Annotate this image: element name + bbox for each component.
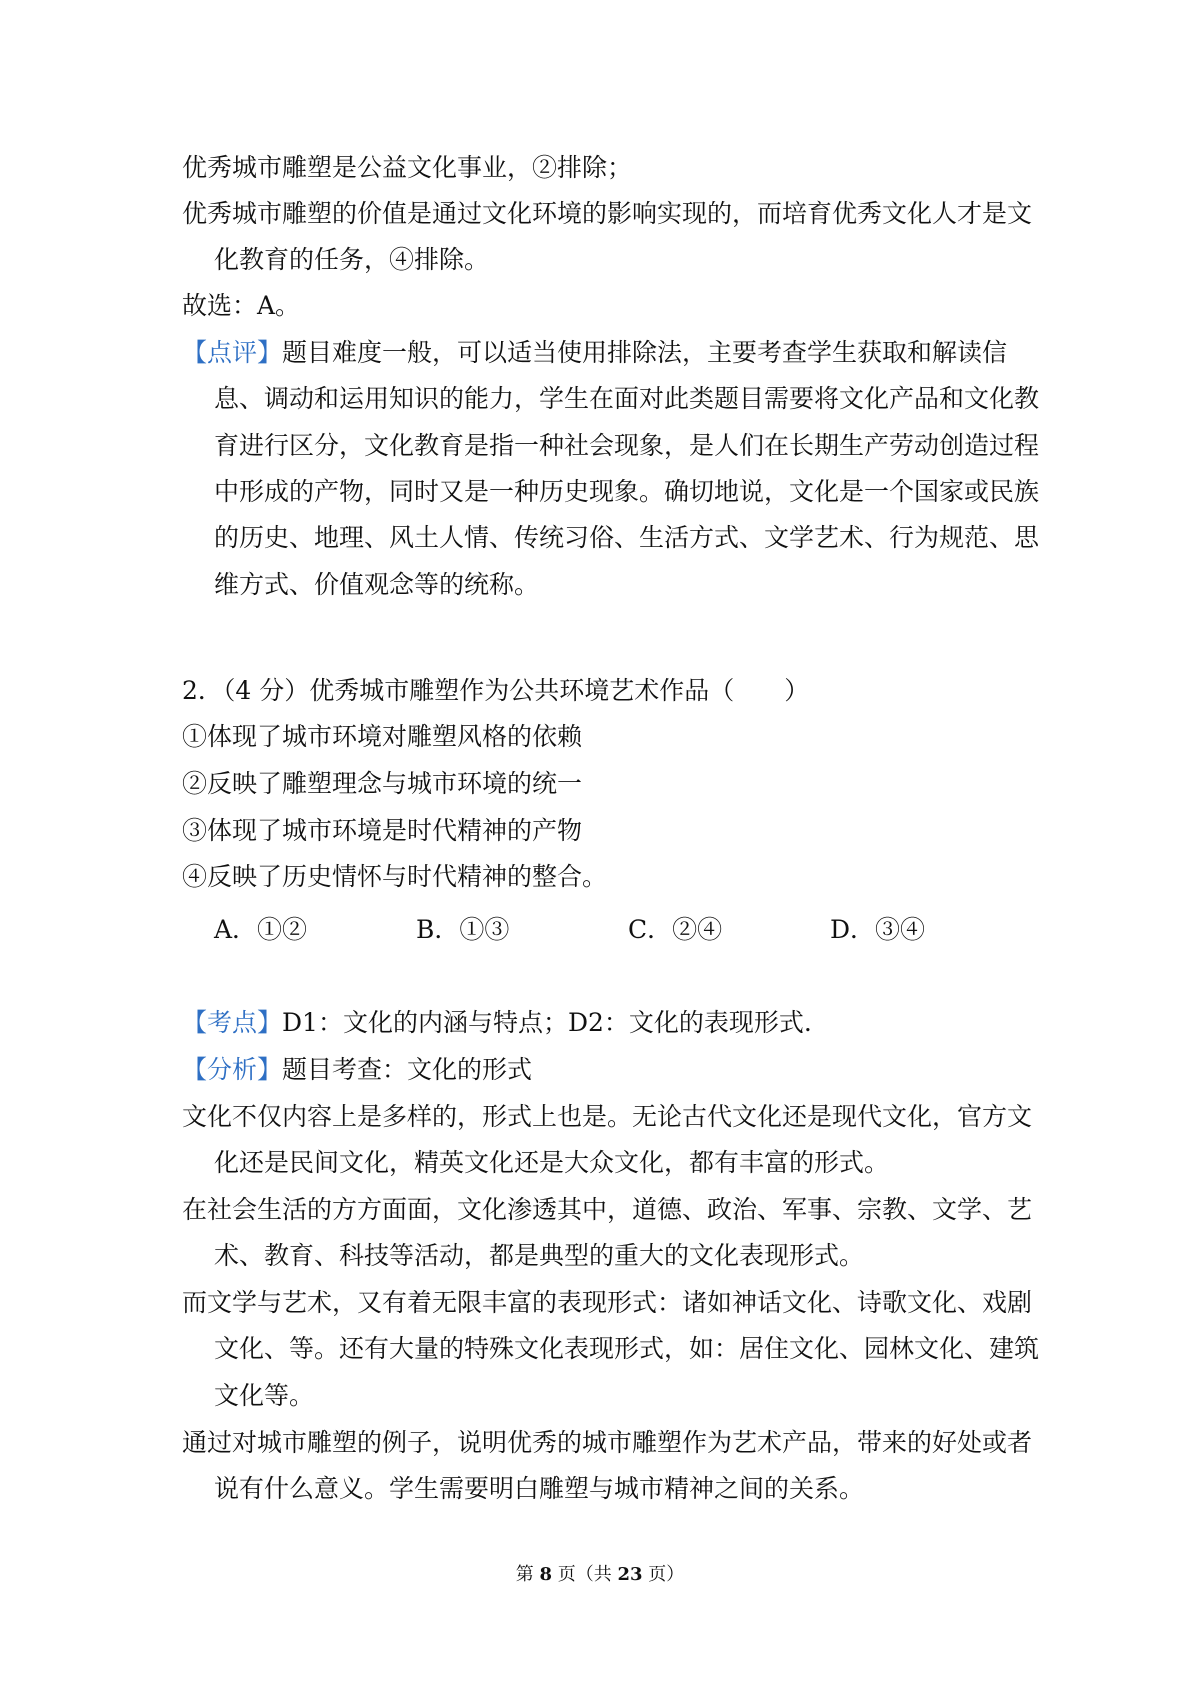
analysis-paragraph-continued: 文化、等。还有大量的特殊文化表现形式，如：居住文化、园林文化、建筑 xyxy=(214,1334,1040,1363)
analysis-line: 优秀城市雕塑的价值是通过文化环境的影响实现的，而培育优秀文化人才是文 xyxy=(182,199,1033,228)
total-pages-number: 23 xyxy=(617,1564,643,1585)
question-stem: 2．（4 分）优秀城市雕塑作为公共环境艺术作品（ ） xyxy=(182,676,810,705)
footer-prefix: 第 xyxy=(515,1564,540,1585)
statement-item: ①体现了城市环境对雕塑风格的依赖 xyxy=(182,722,583,751)
comment-tag: 【点评】 xyxy=(182,338,283,367)
analysis-paragraph-continued: 说有什么意义。学生需要明白雕塑与城市精神之间的关系。 xyxy=(214,1474,865,1503)
kaodian-tag: 【考点】 xyxy=(182,1008,283,1037)
comment-line-continued: 维方式、价值观念等的统称。 xyxy=(214,570,540,599)
analysis-paragraph-continued: 文化等。 xyxy=(214,1381,315,1410)
option-a: A．①② xyxy=(214,915,308,944)
analysis-paragraph-continued: 术、教育、科技等活动，都是典型的重大的文化表现形式。 xyxy=(214,1241,865,1270)
statement-item: ④反映了历史情怀与时代精神的整合。 xyxy=(182,862,608,891)
fenxi-line xyxy=(182,1054,532,1086)
comment-line-continued: 中形成的产物，同时又是一种历史现象。确切地说，文化是一个国家或民族 xyxy=(214,477,1040,506)
answer-line: 故选：A。 xyxy=(182,291,301,320)
footer-middle: 页（共 xyxy=(552,1564,618,1585)
analysis-paragraph: 文化不仅内容上是多样的，形式上也是。无论古代文化还是现代文化，官方文 xyxy=(182,1102,1033,1131)
fenxi-text: 题目考查：文化的形式 xyxy=(282,1055,533,1084)
kaodian-text: D1：文化的内涵与特点；D2：文化的表现形式. xyxy=(282,1008,812,1037)
comment-line-continued: 息、调动和运用知识的能力，学生在面对此类题目需要将文化产品和文化教 xyxy=(214,384,1040,413)
analysis-line: 优秀城市雕塑是公益文化事业，②排除； xyxy=(182,153,633,182)
fenxi-tag: 【分析】 xyxy=(182,1055,283,1084)
comment-line-continued: 育进行区分，文化教育是指一种社会现象，是人们在长期生产劳动创造过程 xyxy=(214,431,1040,460)
analysis-line-continued: 化教育的任务，④排除。 xyxy=(214,245,490,274)
option-b: B．①③ xyxy=(416,915,510,944)
comment-line xyxy=(182,337,1007,369)
option-c: C．②④ xyxy=(628,915,723,944)
statement-item: ③体现了城市环境是时代精神的产物 xyxy=(182,816,583,845)
analysis-paragraph: 而文学与艺术，又有着无限丰富的表现形式：诸如神话文化、诗歌文化、戏剧 xyxy=(182,1288,1033,1317)
analysis-paragraph: 通过对城市雕塑的例子，说明优秀的城市雕塑作为艺术产品，带来的好处或者 xyxy=(182,1428,1033,1457)
comment-text: 题目难度一般，可以适当使用排除法，主要考查学生获取和解读信 xyxy=(282,338,1008,367)
kaodian-line xyxy=(182,1007,812,1039)
page-footer xyxy=(0,1563,1200,1587)
footer-suffix: 页） xyxy=(642,1564,685,1585)
current-page-number: 8 xyxy=(539,1564,552,1585)
statement-item: ②反映了雕塑理念与城市环境的统一 xyxy=(182,769,583,798)
option-d: D．③④ xyxy=(830,915,926,944)
analysis-paragraph: 在社会生活的方方面面，文化渗透其中，道德、政治、军事、宗教、文学、艺 xyxy=(182,1195,1033,1224)
analysis-paragraph-continued: 化还是民间文化，精英文化还是大众文化，都有丰富的形式。 xyxy=(214,1148,890,1177)
comment-line-continued: 的历史、地理、风土人情、传统习俗、生活方式、文学艺术、行为规范、思 xyxy=(214,523,1040,552)
